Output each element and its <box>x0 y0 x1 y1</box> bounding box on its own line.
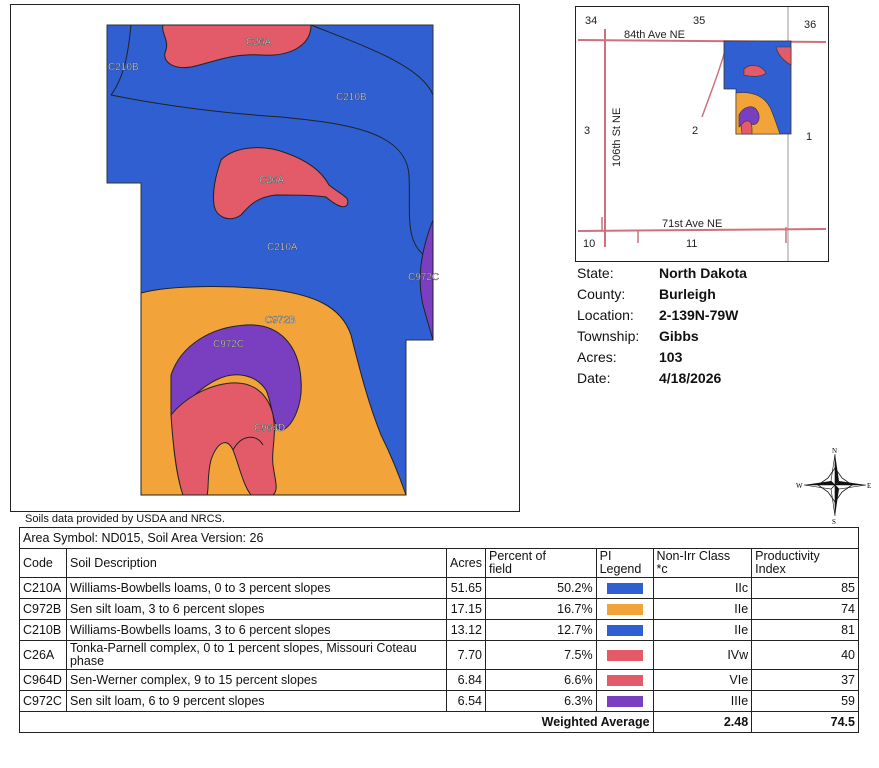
header-row <box>20 549 859 578</box>
header-acres: Acres <box>447 549 486 578</box>
row-code: C210B <box>20 620 67 641</box>
header-class-line1: Non-Irr Class <box>656 549 731 563</box>
road-label-84th: 84th Ave NE <box>624 29 685 41</box>
row-index: 40 <box>752 641 859 670</box>
row-code: C26A <box>20 641 67 670</box>
table-row <box>20 670 859 691</box>
row-legend <box>596 578 653 599</box>
row-class: IIe <box>653 620 752 641</box>
source-note: Soils data provided by USDA and NRCS. <box>25 513 225 525</box>
weighted-label: Weighted Average <box>20 712 654 733</box>
row-description: Sen silt loam, 3 to 6 percent slopes <box>66 599 446 620</box>
info-value: 4/18/2026 <box>659 369 722 386</box>
area-line: Area Symbol: ND015, Soil Area Version: 26 <box>20 528 859 549</box>
row-description: Williams-Bowbells loams, 3 to 6 percent slopes <box>66 620 446 641</box>
soil-map <box>10 4 520 512</box>
soil-map-svg <box>11 5 519 511</box>
row-code: C972C <box>20 691 67 712</box>
header-index-line2: Index <box>755 562 786 576</box>
header-index <box>752 549 859 578</box>
row-legend <box>596 691 653 712</box>
compass-n: N <box>832 447 838 455</box>
compass-rose <box>796 446 874 524</box>
header-percent <box>486 549 597 578</box>
row-description: Tonka-Parnell complex, 0 to 1 percent slopes, Missouri Coteau phase <box>66 641 446 670</box>
header-code: Code <box>20 549 67 578</box>
weighted-index: 74.5 <box>752 712 859 733</box>
compass-icon <box>796 446 874 524</box>
map-label-c210b-mid: C210B <box>336 92 367 103</box>
row-acres: 17.15 <box>447 599 486 620</box>
section-2: 2 <box>692 125 699 137</box>
row-percent: 12.7% <box>486 620 597 641</box>
header-percent-line1: Percent of <box>489 549 546 563</box>
section-35: 35 <box>693 15 706 27</box>
info-label: Township: <box>577 327 640 344</box>
info-row-township <box>577 325 857 346</box>
table-row <box>20 691 859 712</box>
table-row <box>20 599 859 620</box>
row-percent: 7.5% <box>486 641 597 670</box>
row-description: Sen-Werner complex, 9 to 15 percent slopes <box>66 670 446 691</box>
info-value: North Dakota <box>659 264 747 281</box>
legend-swatch <box>607 625 643 636</box>
row-acres: 6.54 <box>447 691 486 712</box>
row-class: VIe <box>653 670 752 691</box>
map-label-c972c-right: C972C <box>408 272 440 283</box>
table-row <box>20 578 859 599</box>
row-acres: 13.12 <box>447 620 486 641</box>
map-label-c972b: C972B <box>265 315 296 326</box>
road-label-71st: 71st Ave NE <box>662 218 723 230</box>
compass-e: E <box>867 482 872 490</box>
row-legend <box>596 599 653 620</box>
map-label-c210b-left: C210B <box>108 62 139 73</box>
section-36: 36 <box>804 19 817 31</box>
road-label-106th: 106th St NE <box>611 107 623 167</box>
header-percent-line2: field <box>489 562 512 576</box>
info-row-location <box>577 304 857 325</box>
row-acres: 7.70 <box>447 641 486 670</box>
header-legend-line1: PI <box>599 549 612 563</box>
info-label: Location: <box>577 306 634 323</box>
row-acres: 6.84 <box>447 670 486 691</box>
row-percent: 6.6% <box>486 670 597 691</box>
row-description: Sen silt loam, 6 to 9 percent slopes <box>66 691 446 712</box>
header-class-line2: *c <box>656 562 668 576</box>
row-code: C972B <box>20 599 67 620</box>
row-legend <box>596 620 653 641</box>
header-class <box>653 549 752 578</box>
row-index: 85 <box>752 578 859 599</box>
row-acres: 51.65 <box>447 578 486 599</box>
row-class: IIe <box>653 599 752 620</box>
table-row <box>20 641 859 670</box>
header-description: Soil Description <box>66 549 446 578</box>
row-percent: 16.7% <box>486 599 597 620</box>
map-label-c26a-mid: C26A <box>259 175 285 186</box>
legend-swatch <box>607 604 643 615</box>
row-index: 81 <box>752 620 859 641</box>
locator-map <box>575 6 829 262</box>
section-10: 10 <box>583 238 596 250</box>
weighted-row <box>20 712 859 733</box>
row-index: 59 <box>752 691 859 712</box>
info-row-date <box>577 367 857 388</box>
map-label-c964d: C964D <box>254 423 286 434</box>
legend-swatch <box>607 650 643 661</box>
row-percent: 6.3% <box>486 691 597 712</box>
area-row <box>20 528 859 549</box>
compass-w: W <box>796 482 803 490</box>
locator-map-svg <box>576 7 828 261</box>
soil-table <box>19 527 859 733</box>
info-label: Acres: <box>577 348 617 365</box>
section-3: 3 <box>584 125 591 137</box>
section-1: 1 <box>806 131 813 143</box>
legend-swatch <box>607 583 643 594</box>
row-index: 74 <box>752 599 859 620</box>
info-value: 2-139N-79W <box>659 306 739 323</box>
header-legend-line2: Legend <box>599 562 642 576</box>
weighted-class: 2.48 <box>653 712 752 733</box>
map-label-c26a-top: C26A <box>246 37 272 48</box>
row-class: IIc <box>653 578 752 599</box>
info-label: State: <box>577 264 614 281</box>
info-label: Date: <box>577 369 611 386</box>
legend-swatch <box>607 696 643 707</box>
row-class: IVw <box>653 641 752 670</box>
compass-s: S <box>832 518 836 524</box>
row-legend <box>596 641 653 670</box>
row-code: C210A <box>20 578 67 599</box>
info-value: Burleigh <box>659 285 716 302</box>
info-row-state <box>577 262 857 283</box>
map-label-c210a: C210A <box>267 242 298 253</box>
table-row <box>20 620 859 641</box>
header-index-line1: Productivity <box>755 549 820 563</box>
legend-swatch <box>607 675 643 686</box>
row-code: C964D <box>20 670 67 691</box>
header-legend <box>596 549 653 578</box>
row-class: IIIe <box>653 691 752 712</box>
row-percent: 50.2% <box>486 578 597 599</box>
section-11: 11 <box>686 238 698 250</box>
location-info <box>577 262 857 388</box>
row-description: Williams-Bowbells loams, 0 to 3 percent slopes <box>66 578 446 599</box>
info-row-county <box>577 283 857 304</box>
info-row-acres <box>577 346 857 367</box>
locator-field-red <box>741 121 752 134</box>
info-value: 103 <box>659 348 683 365</box>
road-secondary-1 <box>702 47 726 117</box>
info-value: Gibbs <box>659 327 699 344</box>
section-34: 34 <box>585 15 598 27</box>
row-legend <box>596 670 653 691</box>
map-label-c972c-low: C972C <box>213 339 245 350</box>
info-label: County: <box>577 285 626 302</box>
row-index: 37 <box>752 670 859 691</box>
